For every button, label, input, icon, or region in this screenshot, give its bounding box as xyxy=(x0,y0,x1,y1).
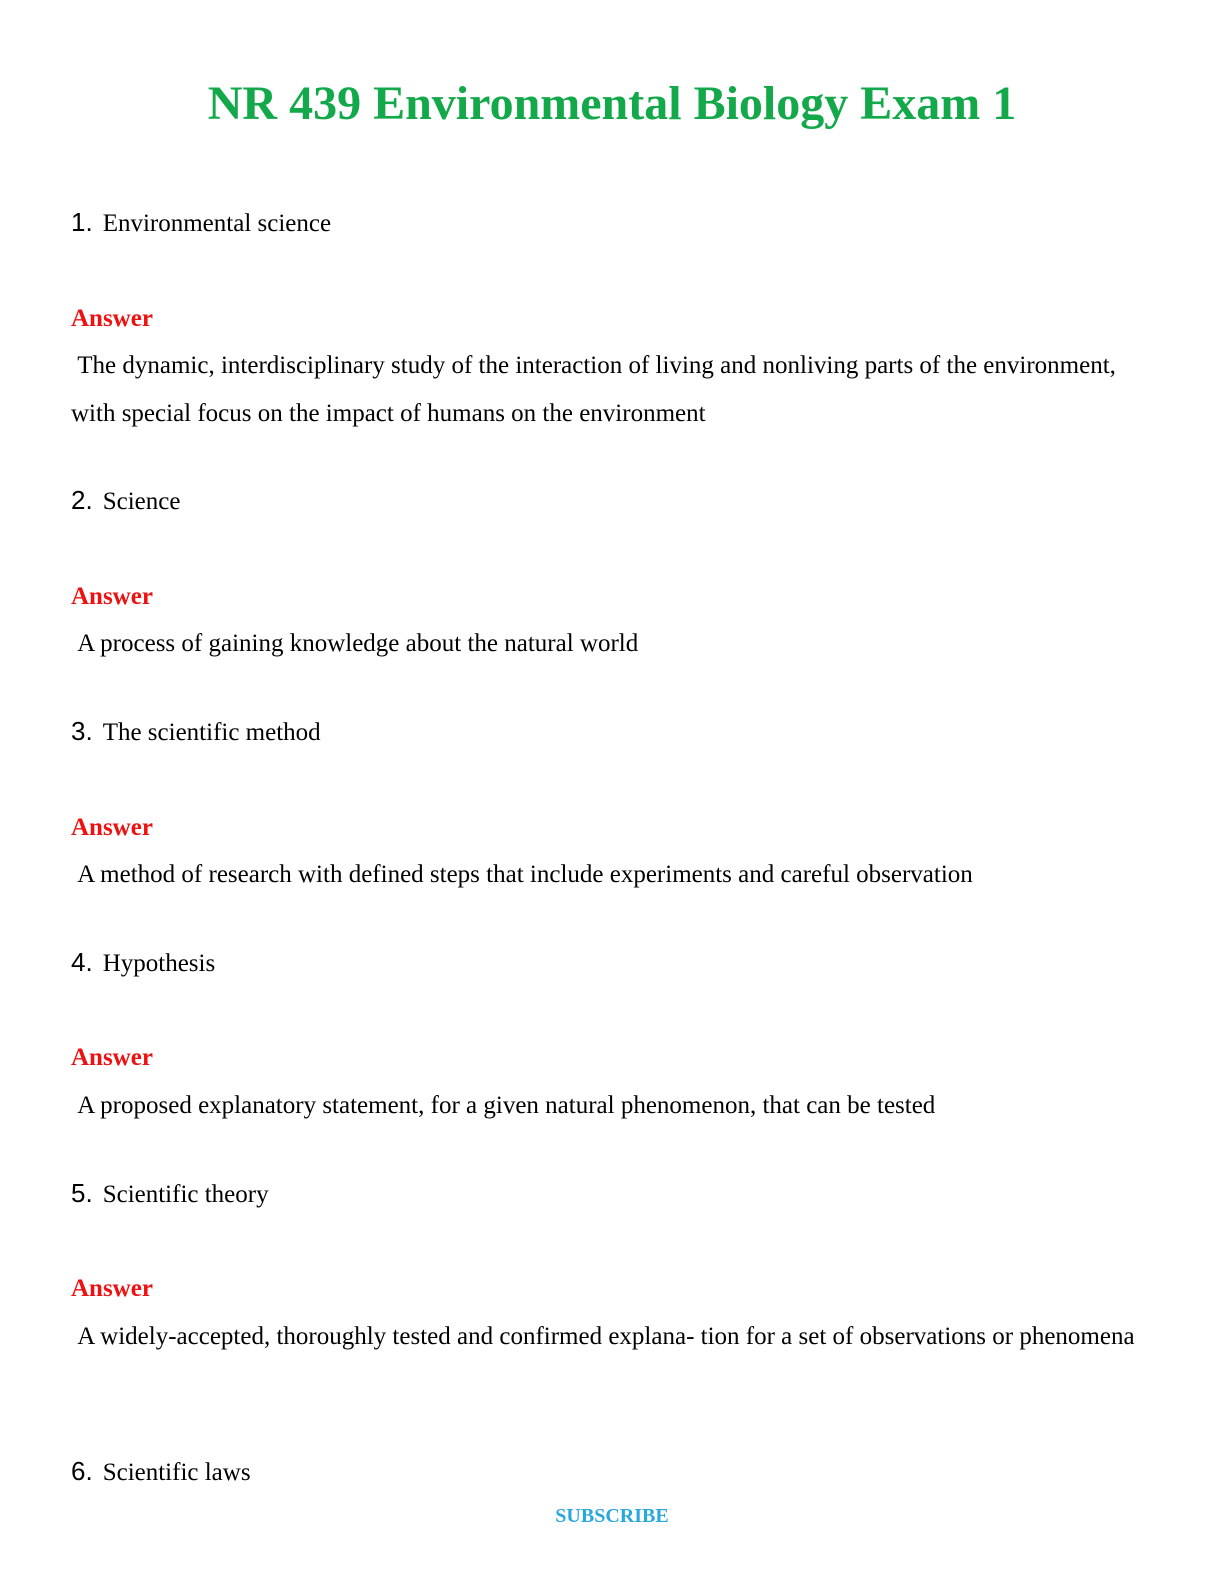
answer-text: The dynamic, interdisciplinary study of the interaction of living and nonliving parts of the environment, with special focus on the impact of humans on the environment xyxy=(71,352,1123,427)
answer-label: Answer xyxy=(71,814,153,841)
answer-text: A process of gaining knowledge about the natural world xyxy=(71,630,639,657)
question-number: 1. xyxy=(71,207,93,237)
page-title: NR 439 Environmental Biology Exam 1 xyxy=(207,77,1017,130)
question-item xyxy=(71,1176,269,1212)
question-number: 6. xyxy=(71,1456,93,1486)
question-term: Environmental science xyxy=(102,210,332,237)
question-item xyxy=(71,714,321,750)
answer-label: Answer xyxy=(71,1044,153,1071)
question-number: 3. xyxy=(71,716,93,746)
question-item xyxy=(71,945,215,981)
question-item xyxy=(71,483,180,519)
answer-text: A proposed explanatory statement, for a given natural phenomenon, that can be tested xyxy=(71,1092,936,1119)
question-term: Hypothesis xyxy=(102,950,216,977)
question-number: 5. xyxy=(71,1178,93,1208)
answer-label: Answer xyxy=(71,1275,153,1302)
answer-label: Answer xyxy=(71,583,153,610)
question-term: Science xyxy=(102,488,181,515)
subscribe-link[interactable]: SUBSCRIBE xyxy=(555,1505,669,1527)
question-term: Scientific theory xyxy=(102,1181,269,1208)
question-number: 2. xyxy=(71,485,93,515)
answer-text: A method of research with defined steps that include experiments and careful observation xyxy=(71,861,973,888)
answer-label: Answer xyxy=(71,305,153,332)
question-item xyxy=(71,205,331,241)
question-term: The scientific method xyxy=(102,719,321,746)
question-item xyxy=(71,1454,251,1490)
question-term: Scientific laws xyxy=(102,1459,251,1486)
answer-text: A widely-accepted, thoroughly tested and confirmed explana- tion for a set of observations or phenomena xyxy=(71,1323,1135,1350)
question-number: 4. xyxy=(71,947,93,977)
